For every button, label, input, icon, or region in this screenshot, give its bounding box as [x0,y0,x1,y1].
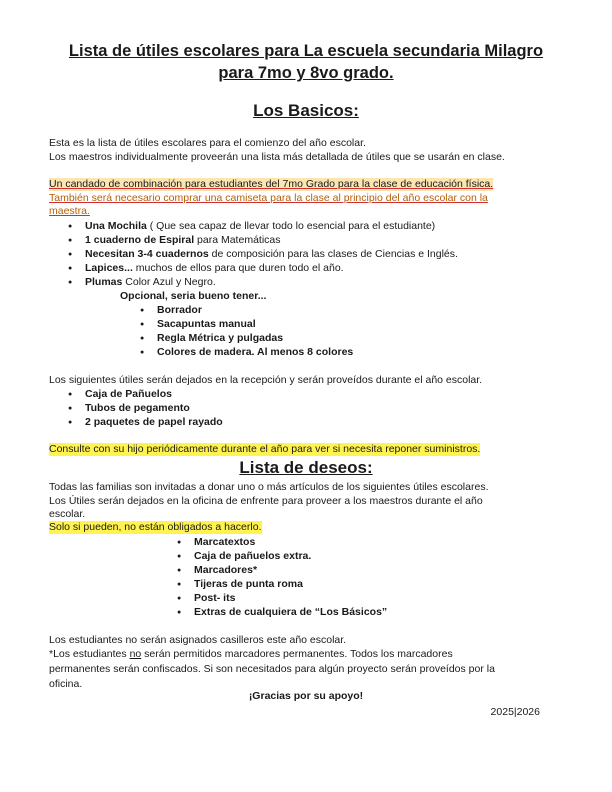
wishlist-heading: Lista de deseos: [239,458,373,477]
intro-line-1: Esta es la lista de útiles escolares para el comienzo del año escolar. [49,137,366,149]
wishlist-item: ● Post- its [194,592,235,605]
wishlist-intro-line-3: escolar. [49,508,86,520]
basics-item: ● 1 cuaderno de Espiral para Matemáticas [85,234,281,247]
basics-item: ● Necesitan 3-4 cuadernos de composición para las clases de Ciencias e Inglés. [85,248,458,261]
optional-heading: Opcional, seria bueno tener... [120,290,267,302]
intro-line-2: Los maestros individualmente proveerán una lista más detallada de útiles que se usarán en clase. [49,151,505,163]
markers-note-line-1: *Los estudiantes no serán permitidos marcadores permanentes. Todos los marcadores [49,648,453,660]
basics-item: ● Lapices... muchos de ellos para que duren todo el año. [85,262,344,275]
check-supplies-note: Consulte con su hijo periódicamente durante el año para ver si necesita reponer suministros. [49,443,481,455]
padlock-note: Un candado de combinación para estudiantes del 7mo Grado para la clase de educación física. [49,178,494,190]
reception-item: ● Caja de Pañuelos [85,388,172,401]
wishlist-item: ● Tijeras de punta roma [194,578,303,591]
school-year: 2025|2026 [490,706,540,718]
shirt-note-line-2: maestra. [49,205,90,217]
wishlist-item: ● Extras de cualquiera de “Los Básicos” [194,606,387,619]
markers-note-line-2: permanentes serán confiscados. Si son necesitados para algún proyecto serán proveídos por la [49,663,495,675]
wishlist-item: ● Caja de pañuelos extra. [194,550,311,563]
wishlist-intro-line-1: Todas las familias son invitadas a donar uno o más artículos de los siguientes útiles escolares. [49,481,489,493]
thanks-message: ¡Gracias por su apoyo! [248,690,364,702]
reception-note: Los siguientes útiles serán dejados en la recepción y serán proveídos durante el año escolar. [49,374,483,386]
basics-item: ● Plumas Color Azul y Negro. [85,276,216,289]
optional-donation-note: Solo si pueden, no están obligados a hacerlo. [49,521,262,533]
wishlist-item: ● Marcadores* [194,564,257,577]
optional-item: ● Sacapuntas manual [157,318,256,331]
wishlist-item: ● Marcatextos [194,536,255,549]
reception-item: ● 2 paquetes de papel rayado [85,416,223,429]
basics-heading: Los Basicos: [253,101,359,120]
basics-item: ● Una Mochila ( Que sea capaz de llevar todo lo esencial para el estudiante) [85,220,435,233]
reception-item: ● Tubos de pegamento [85,402,190,415]
markers-note-line-3: oficina. [49,678,83,690]
optional-item: ● Colores de madera. Al menos 8 colores [157,346,353,359]
lockers-note: Los estudiantes no serán asignados casilleros este año escolar. [49,634,347,646]
document-title-line-2: para 7mo y 8vo grado. [218,64,394,82]
shirt-note-line-1: También será necesario comprar una camiseta para la clase al principio del año escolar con la [49,192,488,204]
optional-item: ● Regla Métrica y pulgadas [157,332,283,345]
document-title-line-1: Lista de útiles escolares para La escuela secundaria Milagro [68,42,544,60]
wishlist-intro-line-2: Los Útiles serán dejados en la oficina de enfrente para proveer a los maestros durante el año [49,495,483,507]
optional-item: ● Borrador [157,304,202,317]
